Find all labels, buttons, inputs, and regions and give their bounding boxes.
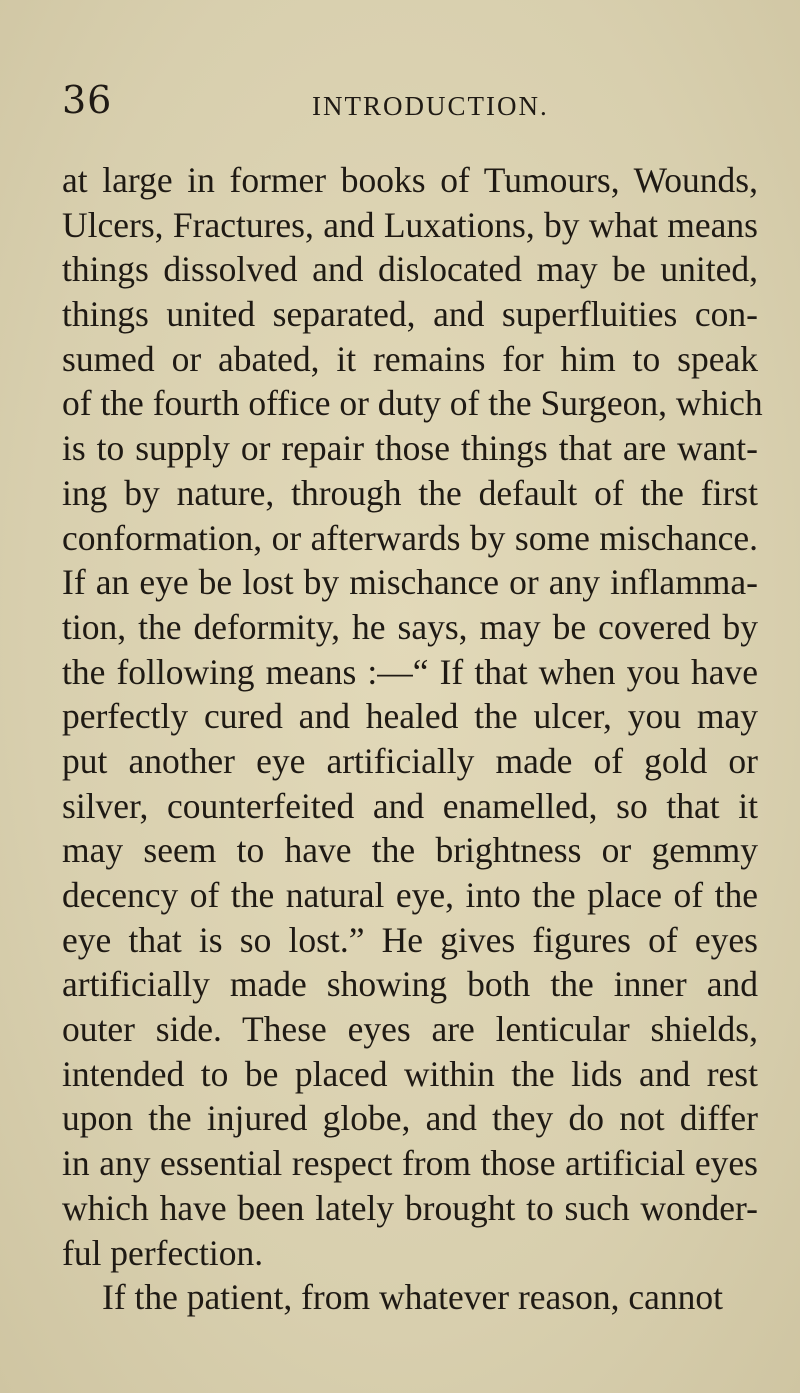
text-line: things united separated, and superfluities con-: [62, 294, 758, 335]
text-line: may seem to have the brightness or gemmy: [62, 830, 758, 871]
text-line: upon the injured globe, and they do not differ: [62, 1098, 758, 1139]
text-line: decency of the natural eye, into the place of the: [62, 875, 758, 915]
text-line: at large in former books of Tumours, Wounds,: [62, 160, 758, 200]
text-line: sumed or abated, it remains for him to speak: [62, 338, 758, 379]
text-line: artificially made showing both the inner and: [62, 964, 758, 1005]
running-head-title: INTRODUCTION.: [312, 91, 549, 121]
body-text: [62, 158, 763, 1320]
text-line: If an eye be lost by mischance or any inflamma-: [62, 562, 758, 603]
text-line: Ulcers, Fractures, and Luxations, by what means: [62, 204, 758, 245]
text-line: tion, the deformity, he says, may be covered by: [62, 606, 758, 647]
page-number: 36: [62, 78, 113, 122]
text-line: ing by nature, through the default of the first: [62, 472, 758, 513]
text-line-paragraph-start: If the patient, from whatever reason, cannot: [102, 1277, 723, 1318]
text-line: eye that is so lost.” He gives figures of eyes: [62, 919, 758, 960]
text-line: conformation, or afterwards by some mischance.: [62, 517, 758, 558]
text-line: of the fourth office or duty of the Surgeon, which: [62, 383, 763, 424]
text-line: outer side. These eyes are lenticular shields,: [62, 1009, 758, 1050]
text-line: is to supply or repair those things that are want-: [62, 428, 758, 469]
text-line: put another eye artificially made of gold or: [62, 740, 758, 781]
text-line: perfectly cured and healed the ulcer, you may: [62, 696, 758, 737]
running-head: [0, 78, 800, 128]
text-line: things dissolved and dislocated may be united,: [62, 249, 758, 290]
text-line: the following means :—“ If that when you have: [62, 651, 758, 692]
text-line: intended to be placed within the lids and rest: [62, 1053, 758, 1094]
text-line: which have been lately brought to such wonder-: [62, 1187, 758, 1228]
text-line-paragraph-end: ful perfection.: [62, 1232, 264, 1273]
text-line: silver, counterfeited and enamelled, so that it: [62, 785, 758, 826]
text-line: in any essential respect from those artificial eyes: [62, 1143, 758, 1184]
